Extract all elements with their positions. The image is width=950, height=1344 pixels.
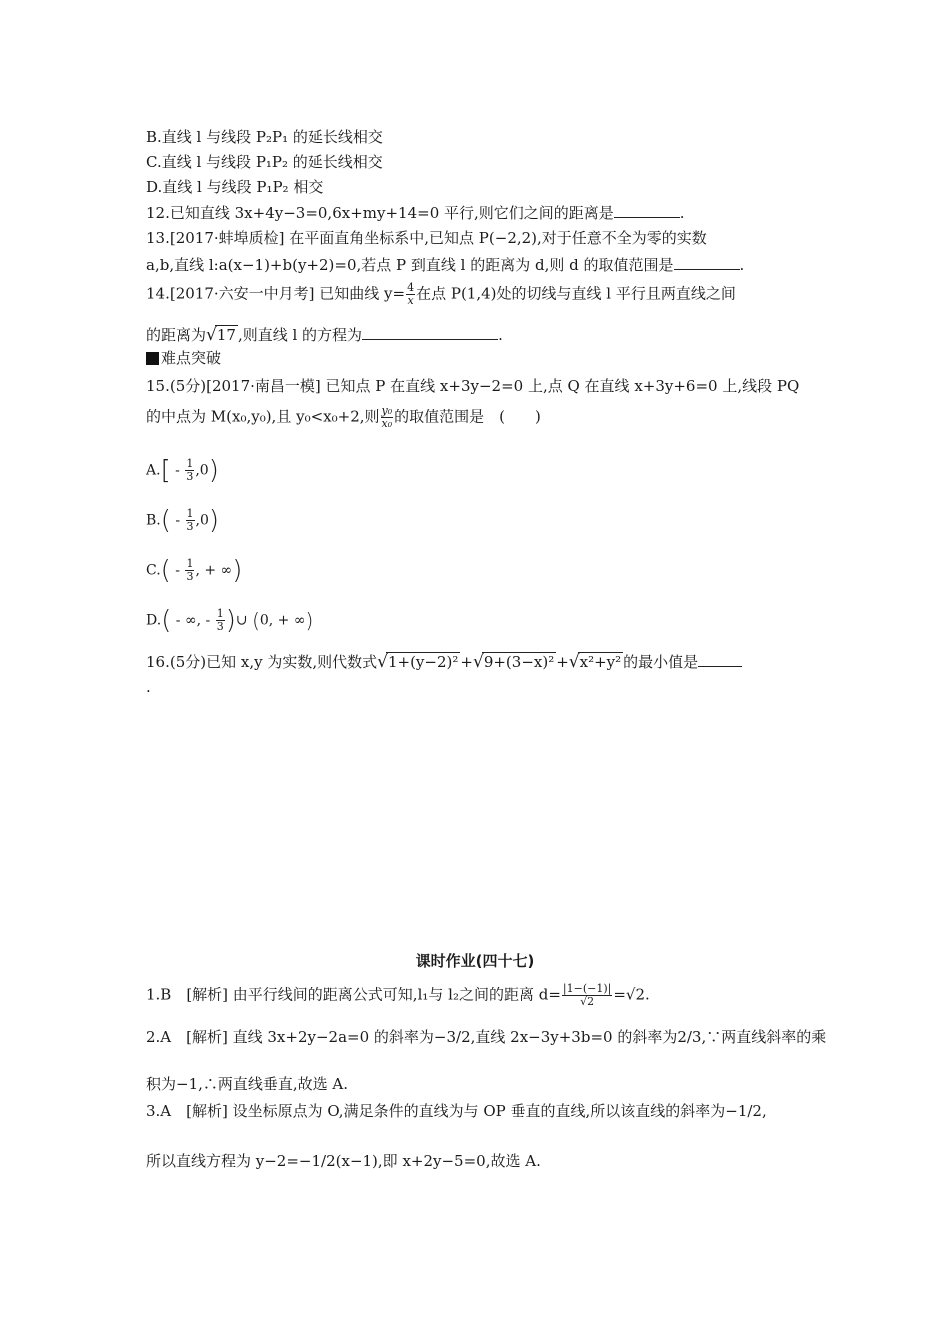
q16-suffix: 的最小值是 — [623, 653, 699, 671]
question-12-text: 12.已知直线 3x+4y−3=0,6x+my+14=0 平行,则它们之间的距离是 — [146, 204, 614, 222]
answer-blank — [362, 325, 498, 340]
question-12: 12.已知直线 3x+4y−3=0,6x+my+14=0 平行,则它们之间的距离是 . — [146, 204, 685, 222]
q14-suffix: 在点 P(1,4)处的切线与直线 l 平行且两直线之间 — [416, 284, 736, 303]
q14b-suffix: ,则直线 l 的方程为 — [237, 326, 363, 344]
q14-frac-den: x — [407, 294, 414, 307]
section-heading — [146, 349, 221, 367]
q15-option-a: A.[ - $\frac{1}{3}$ ,0) — [146, 455, 219, 486]
section-title: 难点突破 — [161, 349, 222, 367]
q15-option-d: D.( - ∞, - $\frac{1}{3}$ )∪ (0, + ∞) — [146, 605, 314, 636]
option-letter: A. — [146, 462, 161, 479]
q14-frac-num: 4 — [407, 281, 415, 294]
option-letter: C. — [146, 562, 161, 579]
option-letter: D. — [146, 612, 162, 629]
question-13-line-1: 13.[2017·蚌埠质检] 在平面直角坐标系中,已知点 P(−2,2),对于任意不全为零的实数 — [146, 229, 707, 247]
q15-prefix: 的中点为 M(x₀,y₀),且 y₀<x₀+2,则 — [146, 407, 380, 426]
a1-fraction — [562, 983, 612, 1008]
question-14-line-2: 的距离为√17 ,则直线 l 的方程为 . — [146, 325, 503, 345]
q15-option-c: C.( - $\frac{1}{3}$ , + ∞) — [146, 555, 243, 586]
question-15-line-1: 15.(5分)[2017·南昌一模] 已知点 P 在直线 x+3y−2=0 上,点 Q 在直线 x+3y+6=0 上,线段 PQ — [146, 377, 800, 395]
q14-radicand: 17 — [216, 326, 236, 344]
answer-blank — [614, 203, 680, 218]
radical-icon: √ — [568, 652, 580, 672]
q16-prefix: 16.(5分)已知 x,y 为实数,则代数式 — [146, 653, 378, 671]
a1-prefix: 1.B [解析] 由平行线间的距离公式可知,l₁与 l₂之间的距离 d= — [146, 985, 561, 1004]
q16-radicand-1: 1+(y−2)² — [387, 653, 459, 671]
answer-blank — [698, 652, 742, 667]
answer-3-line-2: 所以直线方程为 y−2=−1/2(x−1),即 x+2y−5=0,故选 A. — [146, 1152, 541, 1170]
option-letter: B. — [146, 512, 161, 529]
a1-frac-num: |1−(−1)| — [562, 982, 612, 995]
radical-icon: √ — [377, 652, 388, 672]
q16-period: . — [146, 678, 151, 696]
q16-radicand-3: x²+y² — [579, 653, 622, 671]
q16-radicand-2: 9+(3−x)² — [483, 653, 555, 671]
answer-1 — [146, 983, 650, 1008]
question-13-text: a,b,直线 l:a(x−1)+b(y+2)=0,若点 P 到直线 l 的距离为 d,则 d 的取值范围是 — [146, 256, 674, 274]
q15-frac-den: x₀ — [381, 417, 393, 430]
answer-2-line-2: 积为−1,∴两直线垂直,故选 A. — [146, 1075, 349, 1093]
q15-suffix: 的取值范围是 ( ) — [394, 407, 541, 426]
answers-title: 课时作业(四十七) — [415, 952, 535, 970]
question-14-line-1 — [146, 282, 736, 307]
answer-2-line-1: 2.A [解析] 直线 3x+2y−2a=0 的斜率为−3/2,直线 2x−3y+3b=0 的斜率为2/3,∵两直线斜率的乘 — [146, 1028, 827, 1046]
question-13-line-2: a,b,直线 l:a(x−1)+b(y+2)=0,若点 P 到直线 l 的距离为 d,则 d 的取值范围是 . — [146, 256, 745, 274]
q14-prefix: 14.[2017·六安一中月考] 已知曲线 y= — [146, 284, 406, 303]
a1-suffix: =√2. — [613, 985, 650, 1004]
q15-fraction — [381, 405, 394, 430]
q15-option-b: B.( - $\frac{1}{3}$ ,0) — [146, 505, 220, 536]
option-c: C.直线 l 与线段 P₁P₂ 的延长线相交 — [146, 153, 383, 171]
question-16: 16.(5分)已知 x,y 为实数,则代数式√1+(y−2)² +√9+(3−x)² +√x²+y² 的最小值是 — [146, 652, 742, 671]
option-d: D.直线 l 与线段 P₁P₂ 相交 — [146, 178, 324, 196]
radical-icon: √ — [206, 325, 217, 345]
question-15-line-2 — [146, 405, 541, 430]
option-b: B.直线 l 与线段 P₂P₁ 的延长线相交 — [146, 128, 383, 146]
q14b-prefix: 的距离为 — [146, 326, 207, 344]
answer-3-line-1: 3.A [解析] 设坐标原点为 O,满足条件的直线为与 OP 垂直的直线,所以该直线的斜率为−1/2, — [146, 1102, 767, 1120]
q14-fraction — [406, 282, 415, 307]
answer-blank — [674, 255, 740, 270]
square-bullet-icon — [146, 352, 159, 365]
q15-frac-num: y₀ — [381, 404, 393, 417]
a1-frac-den: √2 — [580, 995, 595, 1008]
radical-icon: √ — [472, 652, 484, 672]
